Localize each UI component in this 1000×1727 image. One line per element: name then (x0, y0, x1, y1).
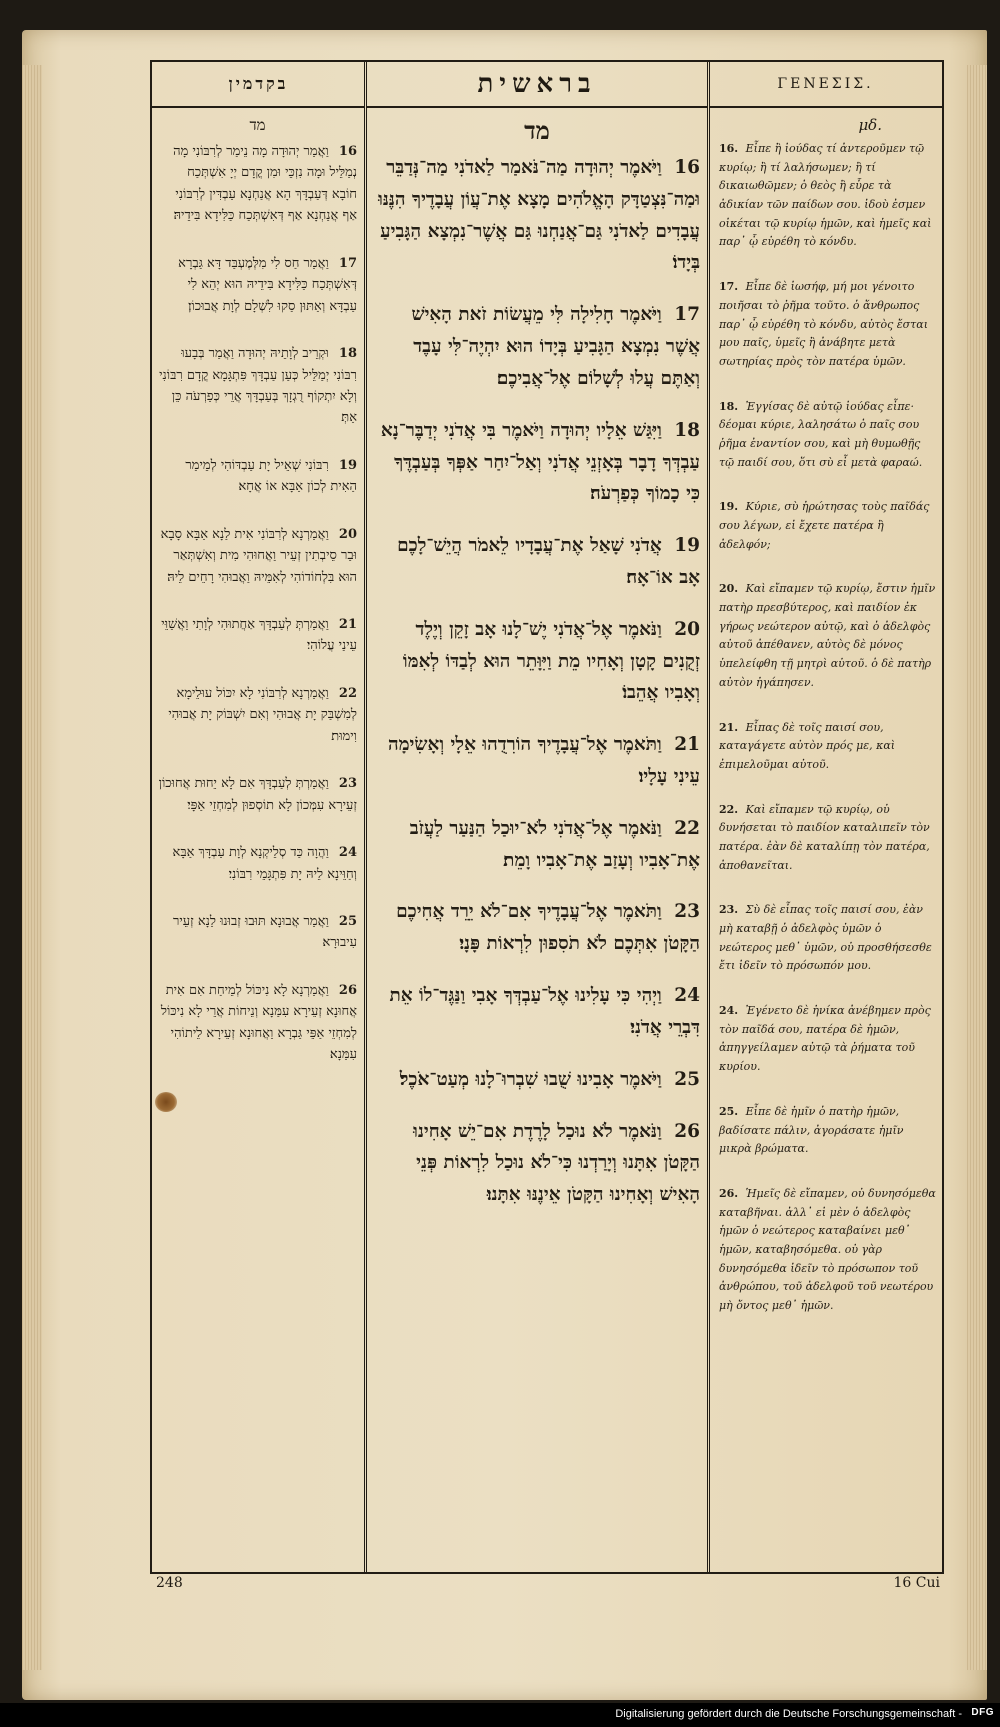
verse (719, 1103, 936, 1159)
column-divider (364, 62, 367, 1572)
verse (719, 140, 936, 252)
verse-number: 19 (674, 535, 700, 557)
verse-text: וַיֹּאמֶר אָבִינוּ שֻׁבוּ שִׁבְרוּ־לָנוּ מְעַט־אֹכֶל׃ (399, 1068, 662, 1090)
verse (374, 813, 700, 877)
verse-text: Κύριε, σὺ ἠρώτησας τοὺς παῖδάς σου λέγων, εἰ ἔχετε πατέρα ἢ ἀδελφόν; (719, 500, 930, 551)
targum-column-number: מד (249, 116, 266, 134)
verse (374, 980, 700, 1044)
verse-number: 23 (674, 901, 700, 923)
verse (719, 278, 936, 371)
verse-text: וַאֲמַרְנָא לָא נִיכּוֹל לְמֵיחַת אִם אִית אֲחוּנָא זְעֵירָא עִמַּנָא וְנֵיחוֹת אֲרֵי לָא נִיכּוֹל לְמִחְזֵי אַפֵּי גַּבְרָא וַאֲחוּנָא זְעֵירָא לֵיתוֹהִי עִמַּנָא׃ (160, 982, 357, 1063)
greek-column (711, 108, 942, 1572)
verse (374, 152, 700, 279)
greek-column-number: μδ. (858, 116, 882, 134)
verse-text: וַאֲמַרְנָא לְרִבּוֹנִי לָא יִכּוֹל עוּלֵימָא לְמִשְׁבַּק יָת אֲבוּהִי וְאִם יִשְׁבּוֹק יָת אֲבוּהִי וִימוּת׃ (168, 685, 357, 744)
verse-number: 19. (719, 500, 739, 514)
credit-text: Digitalisierung gefördert durch die Deutsche Forschungsgemeinschaft - (615, 1708, 962, 1720)
verse (374, 299, 700, 394)
verse-number: 22. (719, 802, 739, 816)
verse (719, 580, 936, 692)
verse-number: 21 (338, 617, 357, 632)
verse-number: 20 (674, 618, 700, 640)
verse-number: 22 (338, 685, 357, 701)
verse (158, 980, 357, 1066)
verse-number: 24 (674, 985, 700, 1007)
verse (374, 896, 700, 960)
dfg-logo: DFG (971, 1707, 994, 1718)
verse-number: 24 (338, 845, 357, 861)
verse (719, 1002, 936, 1077)
verse-text: וַתֹּאמֶר אֶל־עֲבָדֶיךָ אִם־לֹא יֵרֵד אֲחִיכֶם הַקָּטֹן אִתְּכֶם לֹא תֹסִפוּן לִרְאוֹת פָּנָי׃ (396, 901, 700, 955)
verse-text: Καὶ εἴπαμεν τῷ κυρίῳ, οὐ δυνήσεται τὸ παιδίον καταλιπεῖν τὸν πατέρα. ἐὰν δὲ καταλίπῃ τὸν πατέρα, ἀποθανεῖται. (719, 802, 930, 872)
verse (158, 455, 357, 498)
verse (719, 719, 936, 775)
verse (719, 901, 936, 976)
hebrew-header: בראשית (367, 62, 707, 108)
verse-number: 16 (674, 157, 700, 178)
verse-text: Εἶπας δὲ τοῖς παισί σου, καταγάγετε αὐτὸν πρός με, καὶ ἐπιμελοῦμαι αὐτοῦ. (719, 720, 896, 771)
verse-number: 17. (719, 280, 739, 294)
verse-number: 25 (338, 913, 357, 929)
verse (158, 524, 357, 588)
verse (158, 253, 357, 317)
verse-number: 18 (674, 419, 700, 441)
verse (374, 729, 700, 793)
verse-text: וַתֹּאמֶר אֶל־עֲבָדֶיךָ הוֹרִדֻהוּ אֵלָי וְאָשִׂימָה עֵינִי עָלָיו׃ (387, 734, 700, 787)
verse-text: Εἶπε δὲ ἡμῖν ὁ πατὴρ ἡμῶν, βαδίσατε πάλιν, ἀγοράσατε ἡμῖν μικρὰ βρώματα. (719, 1104, 904, 1156)
verse-number: 20 (338, 526, 357, 542)
verse (719, 1185, 936, 1316)
verse (158, 343, 357, 429)
verse-text: Εἶπε ἢ ἰούδας τί ἀντεροῦμεν τῷ κυρίῳ; ἢ τί λαλήσωμεν; ἢ τί δικαιωθῶμεν; ὁ θεὸς ἢ εὗρε τὰ ἀδικίαν τῶν παίδων σου. ἰδοὺ ἐσμεν οἰκέται τῷ κυρίῳ ἡμῶν, καὶ ἡμεῖς καὶ παρ᾽ ᾧ εὑρέθη τὸ κόνδυ. (719, 142, 932, 249)
verse-text: וַיְהִי כִּי עָלִינוּ אֶל־עַבְדְּךָ אָבִי וַנַּגֶּד־לוֹ אֵת דִּבְרֵי אֲדֹנִי׃ (389, 985, 700, 1038)
verse-text: וּקְרֵיב לְוָתֵיהּ יְהוּדָה וַאֲמַר בְּבָעוּ רִבּוֹנִי יְמַלֵּיל כְּעַן עַבְדָּךְ פִּתְגָּמָא קֳדָם רִבּוֹנִי וְלָא יִתְקוֹף רֻגְזָךְ בְּעַבְדָּךְ אֲרֵי כְּפַרְעֹה כֵּן אַתְּ׃ (159, 346, 357, 426)
verse-number: 17 (338, 255, 357, 271)
verse-number: 18. (719, 399, 739, 413)
verse-text: וַאֲמַרְתְּ לְעַבְדָּךְ אִם לָא יֵחוּת אֲחוּכוֹן זְעֵירָא עִמְּכוֹן לָא תוֹסְפוּן לְמִחְזֵי אַפָּי׃ (158, 776, 357, 813)
verse-number: 16 (338, 144, 357, 159)
verse (158, 773, 357, 816)
verse (719, 801, 936, 876)
verse-number: 21. (719, 720, 739, 734)
verse-text: אֲדֹנִי שָׁאַל אֶת־עֲבָדָיו לֵאמֹר הֲיֵשׁ־לָכֶם אָב אוֹ־אָח׃ (397, 535, 700, 588)
verse (374, 1116, 700, 1211)
verse-text: וַיִּגַּשׁ אֵלָיו יְהוּדָה וַיֹּאמֶר בִּי אֲדֹנִי יְדַבֶּר־נָא עַבְדְּךָ דָבָר בְּאָזְנֵי אֲדֹנִי וְאַל־יִחַר אַפְּךָ בְּעַבְדֶּךָ כִּי כָמוֹךָ כְּפַרְעֹה׃ (380, 419, 700, 505)
verse-text: Εἶπε δὲ ἰωσήφ, μή μοι γένοιτο ποιῆσαι τὸ ῥῆμα τοῦτο. ὁ ἄνθρωπος παρ᾽ ᾧ εὑρέθη τὸ κόνδυ, αὐτὸς ἔσται μου παῖς, ὑμεῖς ἢ ἀνάβητε μετὰ σωτηρίας πρὸς τὸν πατέρα ὑμῶν. (719, 280, 929, 368)
verse-number: 19 (338, 457, 357, 473)
verse-text: רִבּוֹנִי שְׁאֵיל יָת עַבְדּוֹהִי לְמֵימַר הַאִית לְכוֹן אַבָּא אוֹ אֲחָא׃ (185, 457, 357, 495)
verse-text: וַאֲמַרְנָא לְרִבּוֹנִי אִית לַנָא אַבָּא סָבָא וּבַר סֵיבְתִין זְעֵיר וַאֲחוּהִי מִית וְאִשְׁתְּאַר הוּא בִּלְחוֹדוֹהִי לְאִמֵּיהּ וַאֲבוּהִי רָחֵים לֵיהּ׃ (160, 526, 357, 585)
hebrew-column-number: מד (524, 116, 550, 145)
verse-text: וַיֹּאמֶר יְהוּדָה מַה־נֹּאמַר לַאדֹנִי מַה־נְּדַבֵּר וּמַה־נִּצְטַדָּק הָאֱלֹהִים מָצָא אֶת־עֲוֹן עֲבָדֶיךָ הִנֶּנּוּ עֲבָדִים לַאדֹנִי גַּם־אֲנַחְנוּ גַּם אֲשֶׁר־נִמְצָא הַגָּבִיעַ בְּיָדוֹ׃ (378, 157, 700, 274)
verse (374, 614, 700, 709)
verse-number: 16. (719, 142, 739, 155)
greek-header: ΓΕΝΕΣΙΣ. (709, 62, 942, 108)
verse-number: 22 (674, 817, 700, 839)
verse-text: Σὺ δὲ εἶπας τοῖς παισί σου, ἐὰν μὴ καταβῇ ὁ ἀδελφὸς ὑμῶν ὁ νεώτερος μεθ᾽ ὑμῶν, οὐ προσθήσεσθε ἔτι ἰδεῖν τὸ πρόσωπόν μου. (719, 903, 932, 973)
page-number: 248 (156, 1575, 183, 1591)
verse-text: וַאֲמַר יְהוּדָה מָה נֵימַר לְרִבּוֹנִי מָה נְמַלֵּיל וּמָה נִזְכֵּי וּמִן קֳדָם יְיָ אִשְׁתְּכַח חוֹבָא דְּעַבְדָּךְ הָא אֲנַחְנָא עַבְדִּין לְרִבּוֹנִי אַף אֲנַחְנָא אַף דְּאִשְׁתְּכַח כַּלִּידָא בִּידֵיהּ׃ (173, 144, 357, 224)
verse-number: 20. (719, 582, 739, 596)
verse (719, 398, 936, 473)
verse-number: 23 (338, 776, 357, 792)
verse (158, 683, 357, 747)
verse (374, 415, 700, 510)
verse-number: 26 (674, 1120, 700, 1142)
verse-number: 18 (338, 346, 357, 362)
verse (374, 1064, 700, 1096)
verse-text: Καὶ εἴπαμεν τῷ κυρίῳ, ἔστιν ἡμῖν πατὴρ πρεσβύτερος, καὶ παιδίον ἐκ γήρως νεώτερον αὐτῷ, καὶ ὁ ἀδελφὸς αὐτοῦ ἀπέθανεν, αὐτὸς δὲ μόνος ὑπελείφθη τῇ μητρὶ αὐτοῦ. ὁ δὲ πατὴρ αὐτὸν ἠγάπησεν. (719, 582, 936, 689)
verse-text: Ἐγγίσας δὲ αὐτῷ ἰούδας εἶπε· δέομαι κύριε, λαλησάτω ὁ παῖς σου ῥῆμα ἐναντίον σου, καὶ μὴ θυμωθῇς τῷ παιδί σου, ὅτι σὺ εἶ μετὰ φαραώ. (719, 399, 923, 469)
verse (158, 842, 357, 885)
verse-text: וַאֲמַרְתְּ לְעַבְדָּךְ אַחֲתוּהִי לְוָתִי וַאֲשַׁוֵּי עֵינַי עֲלוֹהִי׃ (161, 617, 357, 654)
verse-text: וַיֹּאמֶר חָלִילָה לִּי מֵעֲשׂוֹת זֹאת הָאִישׁ אֲשֶׁר נִמְצָא הַגָּבִיעַ בְּיָדוֹ הוּא יִהְיֶה־לִּי עָבֶד וְאַתֶּם עֲלוּ לְשָׁלוֹם אֶל־אֲבִיכֶם׃ (411, 304, 700, 389)
verse (158, 141, 357, 227)
column-divider (707, 62, 710, 1572)
verse-text: וַנֹּאמֶר אֶל־אֲדֹנִי יֶשׁ־לָנוּ אָב זָקֵן וְיֶלֶד זְקֻנִים קָטָן וְאָחִיו מֵת וַיִּוָּתֵר הוּא לְבַדּוֹ לְאִמּוֹ וְאָבִיו אֲהֵבוֹ׃ (402, 618, 700, 704)
page-edge-right (967, 65, 987, 1670)
verse-number: 26 (338, 982, 357, 998)
verse-text: וַנֹּאמֶר לֹא נוּכַל לָרֶדֶת אִם־יֵשׁ אָחִינוּ הַקָּטֹן אִתָּנוּ וְיָרַדְנוּ כִּי־לֹא נוּכַל לִרְאוֹת פְּנֵי הָאִישׁ וְאָחִינוּ הַקָּטֹן אֵינֶנּוּ אִתָּנוּ׃ (413, 1120, 700, 1206)
verse-number: 25 (674, 1068, 700, 1090)
verse-text: וַנֹּאמֶר אֶל־אֲדֹנִי לֹא־יוּכַל הַנַּעַר לַעֲזֹב אֶת־אָבִיו וְעָזַב אֶת־אָבִיו וָמֵת׃ (409, 817, 700, 871)
verse-text: וַאֲמַר אֲבוּנָא תּוּבוּ זְבוּנוּ לַנָא זְעֵיר עִיבוּרָא׃ (172, 913, 357, 951)
text-frame (150, 60, 944, 1574)
verse-number: 23. (719, 903, 739, 917)
verse-text: וַהֲוָה כַּד סְלֵיקְנָא לְוָת עַבְדָּךְ אַבָּא וְחַוֵּינָא לֵיהּ יָת פִּתְגָּמֵי רִבּוֹנִי׃ (172, 845, 357, 882)
verse-number: 24. (719, 1004, 739, 1018)
verse (374, 530, 700, 594)
digitization-credit-bar (0, 1703, 1000, 1727)
verse-number: 25. (719, 1104, 739, 1118)
verse-text: Ἐγένετο δὲ ἡνίκα ἀνέβημεν πρὸς τὸν παῖδά σου, πατέρα δὲ ἡμῶν, ἀπηγγείλαμεν αὐτῷ τὰ ῥήματα τοῦ κυρίου. (719, 1004, 931, 1074)
verse (719, 498, 936, 554)
verse (158, 614, 357, 657)
verse-number: 26. (719, 1186, 739, 1200)
verse-number: 21 (674, 734, 700, 756)
page-footer (150, 1573, 940, 1597)
verse-text: Ἡμεῖς δὲ εἴπαμεν, οὐ δυνησόμεθα καταβῆναι. ἀλλ᾽ εἰ μὲν ὁ ἀδελφὸς ἡμῶν ὁ νεώτερος καταβαίνει μεθ᾽ ἡμῶν, καταβησόμεθα. οὐ γὰρ δυνησόμεθα ἰδεῖν τὸ πρόσωπον τοῦ ἀνθρώπου, τοῦ ἀδελφοῦ τοῦ νεωτέρου μὴ ὄντος μεθ᾽ ἡμῶν. (719, 1186, 936, 1312)
targum-column (152, 108, 363, 1572)
targum-header: בקדמין (152, 62, 365, 108)
verse-text: וַאֲמַר חַס לִי מִלְּמֶעְבַּד דָּא גַּבְרָא דְּאִשְׁתְּכַח כַּלִּידָא בִּידֵיהּ הוּא יְהֵא לִי עַבְדָּא וְאַתּוּן סַקוּ לִשְׁלָם לְוָת אֲבוּכוֹן׃ (178, 255, 357, 314)
catchword: 16 Cui (893, 1575, 940, 1591)
verse (158, 911, 357, 954)
hebrew-column (368, 108, 706, 1572)
page-edge-left (22, 65, 42, 1670)
verse-number: 17 (674, 304, 700, 326)
